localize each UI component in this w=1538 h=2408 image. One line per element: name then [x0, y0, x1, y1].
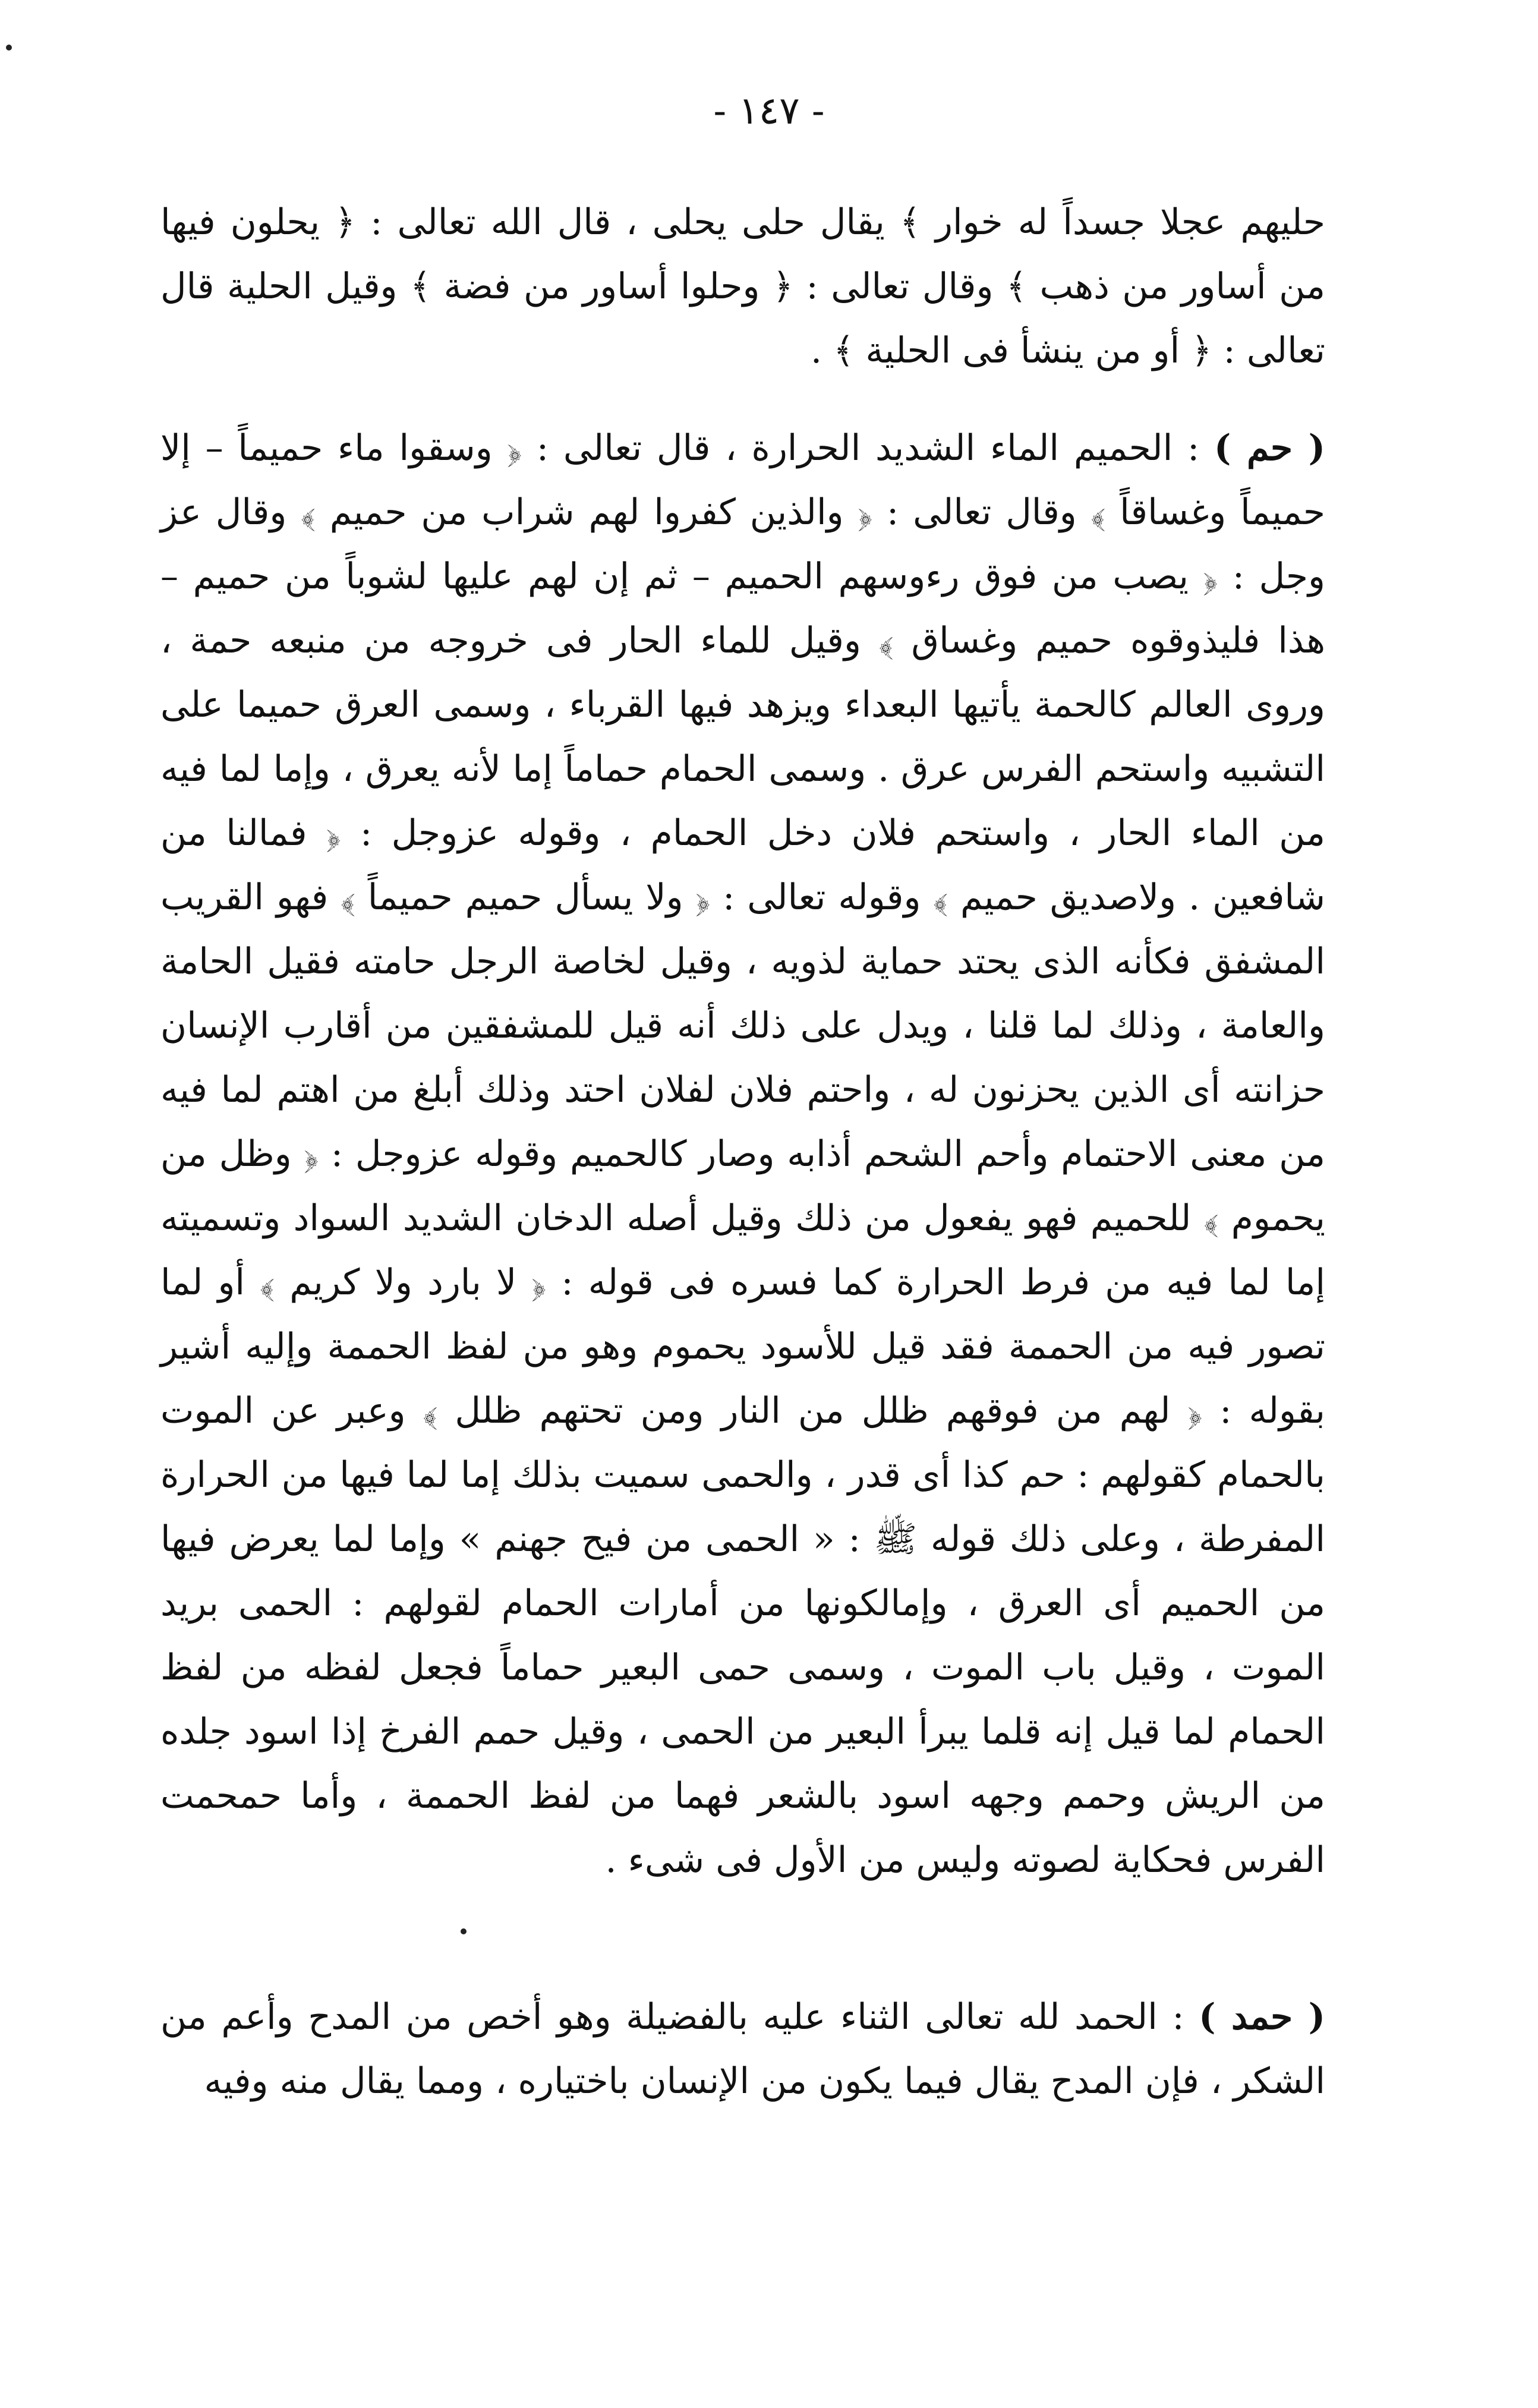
entry-hamd [160, 1985, 1325, 2113]
entry-paragraph [160, 1985, 1325, 2113]
entry-paragraph [160, 416, 1325, 1892]
entry-text: : الحمد لله تعالى الثناء عليه بالفضيلة وهو أخص من المدح وأعم من الشكر ، فإن المدح يقال فيما يكون من الإنسان باختياره ، ومما يقال منه وفيه [160, 1996, 1325, 2102]
paragraph-text: حليهم عجلا جسداً له خوار ﴾ يقال حلى يحلى ، قال الله تعالى : ﴿ يحلون فيها من أساور من ذهب ﴾ وقال تعالى : ﴿ وحلوا أساور من فضة ﴾ وقيل الحلية قال تعالى : ﴿ أو من ينشأ فى الحلية ﴾ . [160, 201, 1325, 371]
paragraph-continuation [160, 190, 1325, 383]
entry-text: : الحميم الماء الشديد الحرارة ، قال تعالى : ﴿ وسقوا ماء حميماً – إلا حميماً وغساقاً ﴾ وقال تعالى : ﴿ والذين كفروا لهم شراب من حميم ﴾ وقال عز وجل : ﴿ يصب من فوق رءوسهم الحميم – ثم إن لهم عليها لشوباً من حميم – هذا فليذوقوه حميم وغساق ﴾ وقيل للماء الحار فى خروجه من منبعه حمة ، وروى العالم كالحمة يأتيها البعداء ويزهد فيها القرباء ، وسمى العرق حميما على التشبيه واستحم الفرس عرق . وسمى الحمام حماماً إما لأنه يعرق ، وإما لما فيه من الماء الحار ، واستحم فلان دخل الحمام ، وقوله عزوجل : ﴿ فمالنا من شافعين . ولاصديق حميم ﴾ وقوله تعالى : ﴿ ولا يسأل حميم حميماً ﴾ فهو القريب المشفق فكأنه الذى يحتد حماية لذويه ، وقيل لخاصة الرجل حامته فقيل الحامة والعامة ، وذلك لما قلنا ، ويدل على ذلك أنه قيل للمشفقين من أقارب الإنسان حزانته أى الذين يحزنون له ، واحتم فلان لفلان احتد وذلك أبلغ من اهتم لما فيه من معنى الاحتمام وأحم الشحم أذابه وصار كالحميم وقوله عزوجل : ﴿ وظل من يحموم ﴾ للحميم فهو يفعول من ذلك وقيل أصله الدخان الشديد السواد وتسميته إما لما فيه من فرط الحرارة كما فسره فى قوله : ﴿ لا بارد ولا كريم ﴾ أو لما تصور فيه من الحممة فقد قيل للأسود يحموم وهو من لفظ الحممة وإليه أشير بقوله : ﴿ لهم من فوقهم ظلل من النار ومن تحتهم ظلل ﴾ وعبر عن الموت بالحمام كقولهم : حم كذا أى قدر ، والحمى سميت بذلك إما لما فيها من الحرارة المفرطة ، وعلى ذلك قوله ﷺ : « الحمى من فيح جهنم » وإما لما يعرض فيها من الحميم أى العرق ، وإمالكونها من أمارات الحمام لقولهم : الحمى بريد الموت ، وقيل باب الموت ، وسمى حمى البعير حماماً فجعل لفظه من لفظ الحمام لما قيل إنه قلما يبرأ البعير من الحمى ، وقيل حمم الفرخ إذا اسود جلده من الريش وحمم وجهه اسود بالشعر فهما من لفظ الحممة ، وأما حمحمت الفرس فحكاية لصوته وليس من الأول فى شىء . [160, 427, 1326, 1881]
margin-dot [6, 45, 12, 51]
entry-hamm [160, 416, 1325, 1892]
entry-heading: ( حم ) [1214, 427, 1326, 469]
stray-dot [461, 1928, 467, 1934]
entry-heading: ( حمد ) [1199, 1996, 1325, 2038]
page-number: - ١٤٧ - [713, 89, 825, 133]
